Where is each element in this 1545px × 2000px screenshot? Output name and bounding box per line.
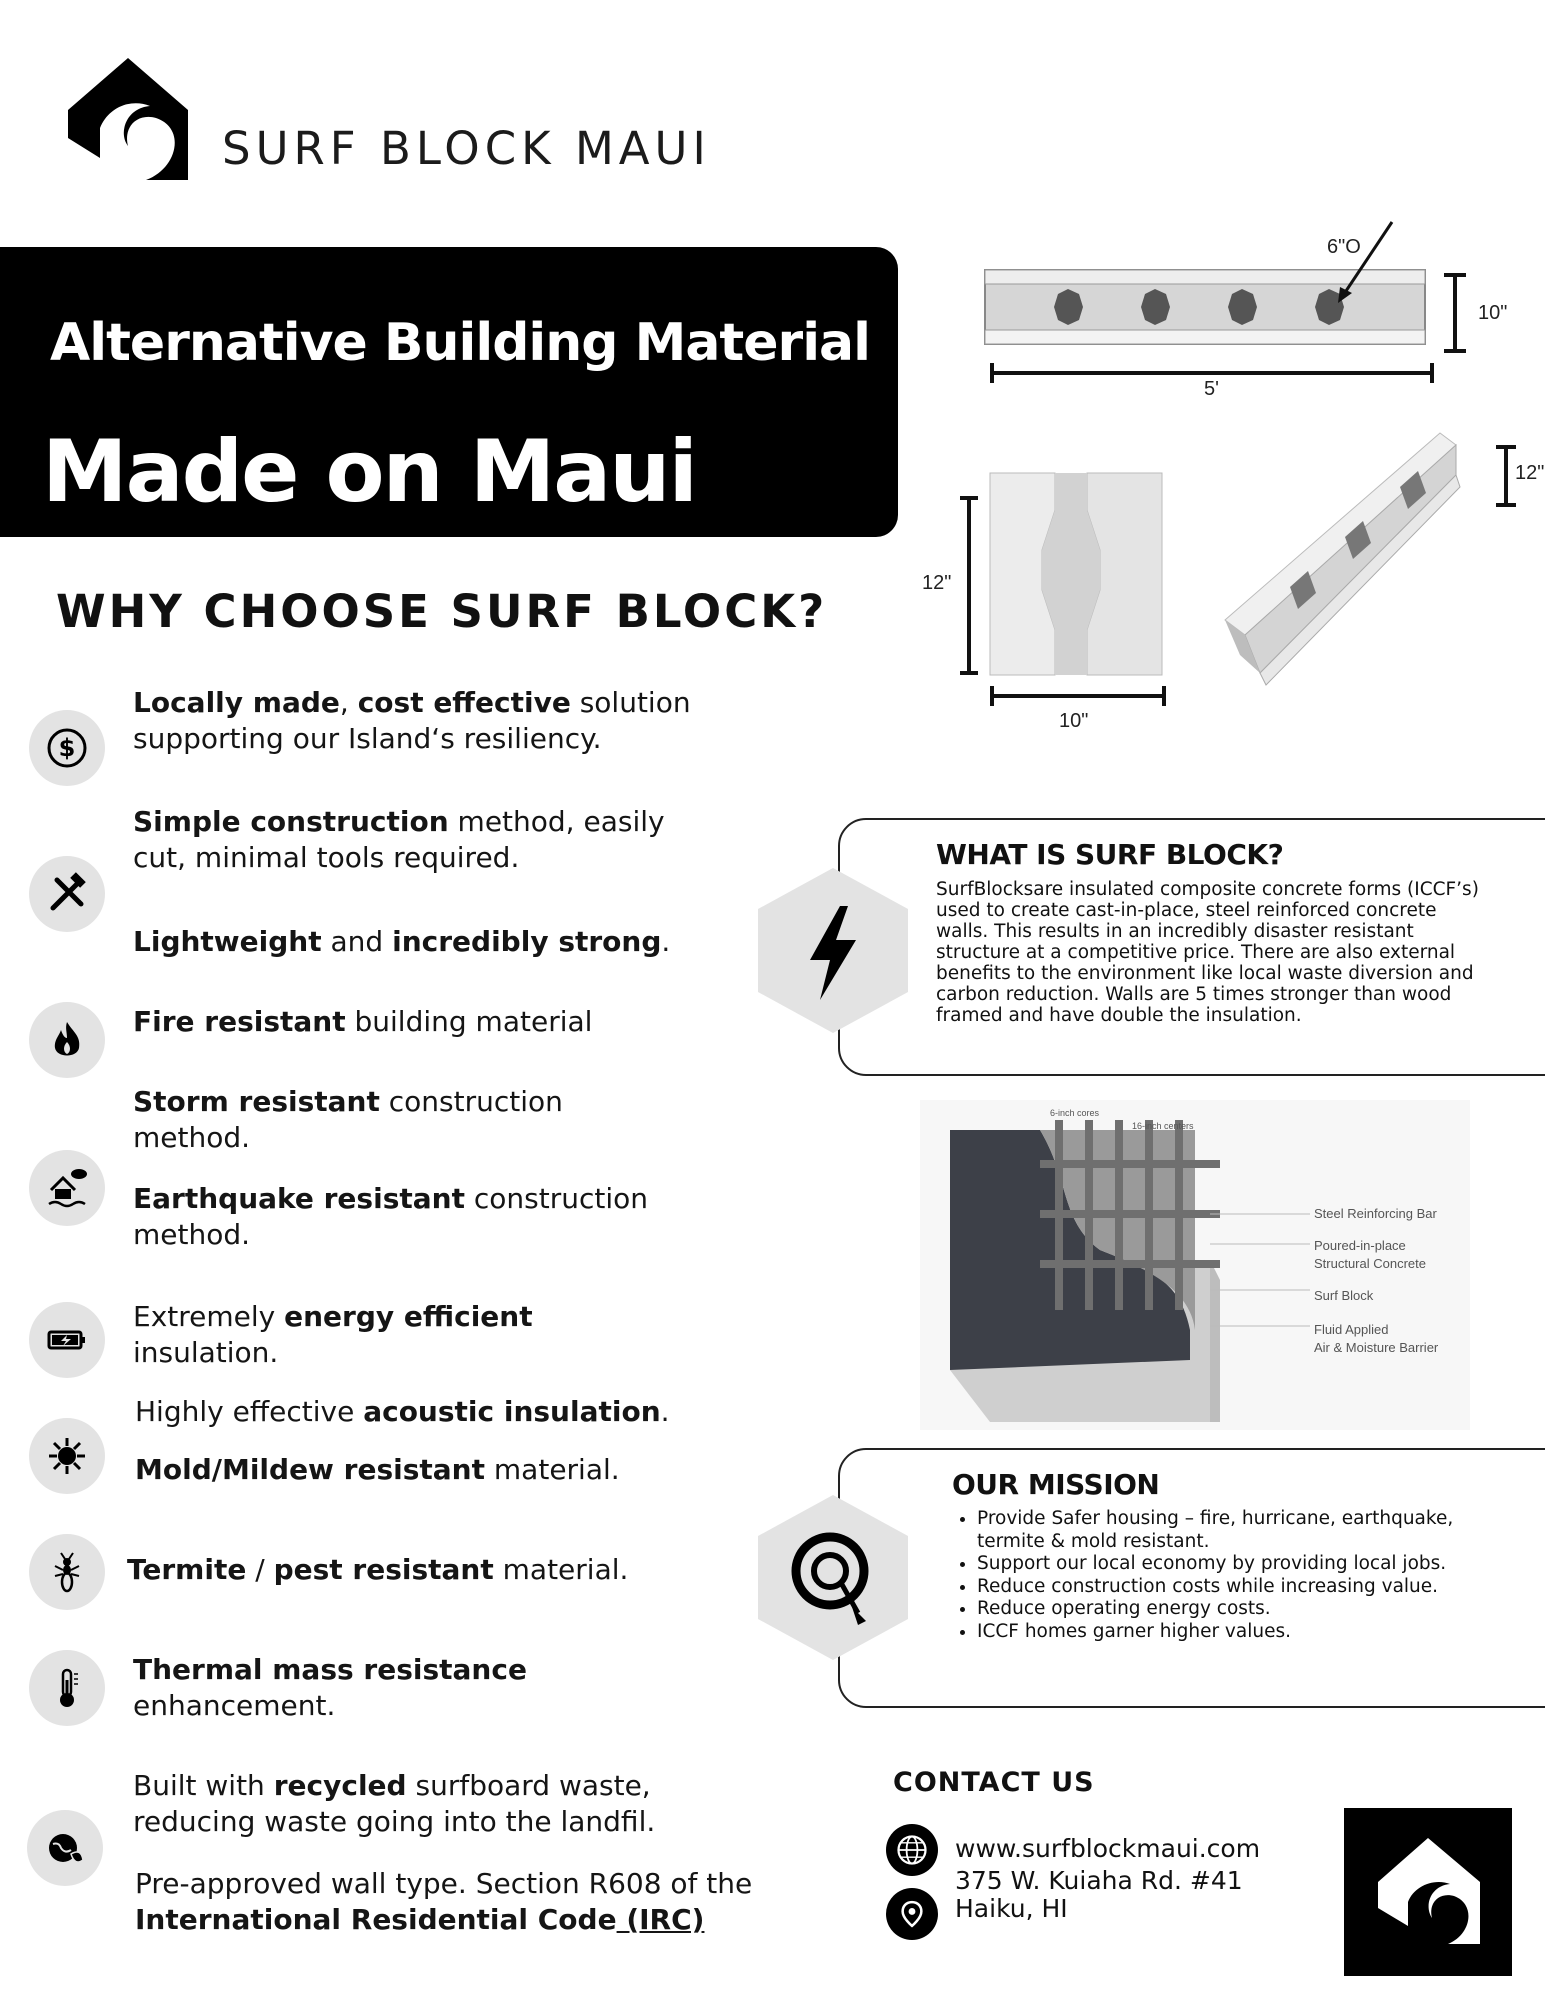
target-hex-icon	[758, 1495, 908, 1664]
globe-leaf-icon	[27, 1810, 103, 1886]
brand-logo-icon	[68, 58, 188, 180]
mission-title: OUR MISSION	[952, 1468, 1160, 1501]
what-is-title: WHAT IS SURF BLOCK?	[936, 838, 1284, 871]
feature-acoustic-insulation: Highly effective acoustic insulation.	[135, 1395, 670, 1428]
svg-text:$: $	[58, 734, 76, 762]
dim-label-6o: 6"O	[1327, 236, 1361, 258]
contact-address-line1: 375 W. Kuiaha Rd. #41	[955, 1866, 1243, 1895]
wall-label-surf-block: Surf Block	[1314, 1288, 1374, 1303]
dim-label-12-right: 12"	[1515, 462, 1545, 484]
mission-item: • ICCF homes garner higher values.	[977, 1621, 1495, 1644]
feature-termite-resistant: Termite / pest resistant material.	[127, 1553, 629, 1586]
feature-pre-approved: Pre-approved wall type. Section R608 of the International Residential Code (IRC)	[135, 1867, 753, 1936]
feature-lightweight: Lightweight and incredibly strong.	[133, 925, 671, 958]
what-is-body: SurfBlocksare insulated composite concrete forms (ICCF’s) used to create cast-in-place, steel reinforced concrete walls. This results in an incredibly disaster resistant structure at a competitive price. There are also external benefits to the environment like local waste diversion and carbon reduction. Walls are 5 times stronger than wood framed and have double the insulation.	[936, 879, 1479, 1026]
thermometer-icon	[29, 1650, 105, 1726]
dim-label-10-side: 10"	[1478, 302, 1508, 324]
dim-label-10-bottom: 10"	[1059, 710, 1089, 732]
feature-earthquake-resistant: Earthquake resistant construction method.	[133, 1182, 648, 1251]
why-choose-heading: WHY CHOOSE SURF BLOCK?	[56, 585, 828, 638]
wall-label-cores: 6-inch cores	[1050, 1108, 1100, 1118]
wall-label-fluid-1: Fluid Applied	[1314, 1322, 1389, 1337]
hero-title: Made on Maui	[42, 422, 697, 522]
storm-house-icon	[29, 1150, 105, 1226]
mission-item: • Reduce construction costs while increasing value.	[977, 1576, 1495, 1599]
dim-label-12-left: 12"	[922, 572, 952, 594]
mission-item: • Support our local economy by providing local jobs.	[977, 1553, 1495, 1576]
brand-name: SURF BLOCK MAUI	[222, 122, 711, 175]
feature-thermal-mass: Thermal mass resistance enhancement.	[133, 1653, 527, 1722]
mission-item: • Reduce operating energy costs.	[977, 1598, 1495, 1621]
lightning-hex-icon	[758, 868, 908, 1037]
fire-icon	[29, 1002, 105, 1078]
feature-energy-efficient: Extremely energy efficient insulation.	[133, 1300, 533, 1369]
feature-mold-resistant: Mold/Mildew resistant material.	[135, 1453, 620, 1486]
dim-label-5ft: 5'	[1204, 378, 1219, 400]
globe-icon	[886, 1824, 938, 1876]
wall-label-poured-1: Poured-in-place	[1314, 1238, 1406, 1253]
battery-icon	[29, 1302, 105, 1378]
wall-label-poured-2: Structural Concrete	[1314, 1256, 1426, 1271]
contact-heading: CONTACT US	[893, 1767, 1095, 1798]
contact-address-line2: Haiku, HI	[955, 1894, 1068, 1923]
feature-fire-resistant: Fire resistant building material	[133, 1005, 593, 1038]
hero-subtitle: Alternative Building Material	[50, 313, 870, 373]
contact-website-link[interactable]: www.surfblockmaui.com	[955, 1834, 1261, 1863]
wall-label-steel: Steel Reinforcing Bar	[1314, 1206, 1437, 1221]
dollar-icon	[29, 710, 105, 786]
wall-label-fluid-2: Air & Moisture Barrier	[1314, 1340, 1439, 1355]
wall-label-centers: 16-inch centers	[1132, 1121, 1194, 1131]
feature-locally-made: Locally made, cost effective solution supporting our Island‘s resiliency.	[133, 686, 691, 755]
block-dimension-diagram	[960, 215, 1545, 775]
feature-storm-resistant: Storm resistant construction method.	[133, 1085, 563, 1154]
location-pin-icon	[886, 1888, 938, 1940]
feature-simple-construction: Simple construction method, easily cut, minimal tools required.	[133, 805, 665, 874]
termite-icon	[29, 1534, 105, 1610]
virus-icon	[29, 1418, 105, 1494]
mission-list	[955, 1508, 1495, 1643]
mission-item: • Provide Safer housing – fire, hurricane, earthquake, termite & mold resistant.	[977, 1508, 1495, 1553]
feature-recycled-waste: Built with recycled surfboard waste, reducing waste going into the landfil.	[133, 1769, 656, 1838]
footer-logo-icon	[1344, 1808, 1512, 1976]
tools-icon	[29, 856, 105, 932]
